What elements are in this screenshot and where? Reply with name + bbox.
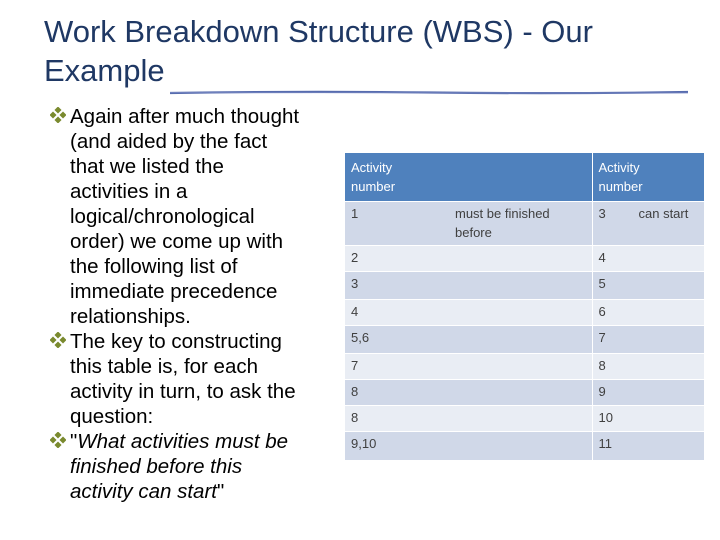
slide-title-line-2: Example [44, 53, 165, 88]
table-cell-after: 9 [592, 380, 704, 406]
table-row [345, 326, 704, 354]
bullet-1-line-9: relationships. [70, 305, 191, 328]
bullet-3-line-3-text: activity can start [70, 480, 217, 503]
bullet-3-quote-open: " [70, 430, 78, 453]
table-cell-before: 9,10 [345, 432, 592, 460]
bullet-item-2 [50, 329, 350, 429]
bullet-list [50, 104, 350, 504]
bullet-1-line-1: Again after much thought [70, 105, 300, 128]
table-cell-after: 8 [592, 354, 704, 380]
diamond-bullet-icon [50, 432, 66, 448]
table-cell-before: 2 [345, 246, 592, 272]
bullet-2-line-4: question: [70, 405, 154, 428]
bullet-2-line-2: this table is, for each [70, 355, 259, 378]
table-header-row [345, 153, 704, 202]
bullet-3-quote-close: " [216, 480, 225, 503]
table-cell-before: 3 [345, 272, 592, 300]
header-2-line-2: number [598, 179, 643, 194]
bullet-2-line-3: activity in turn, to ask the [70, 380, 296, 403]
bullet-3-line-3 [70, 479, 350, 504]
bullet-3-line-1 [70, 429, 350, 454]
table-row [345, 406, 704, 432]
bullet-1-line-5: logical/chronological [70, 205, 255, 228]
bullet-1-line-2: (and aided by the fact [70, 130, 268, 153]
table-cell-after [592, 202, 704, 246]
table-cell-after: 6 [592, 300, 704, 326]
table-cell-before: 4 [345, 300, 592, 326]
bullet-item-3 [50, 429, 350, 504]
table-cell-before: 7 [345, 354, 592, 380]
table-cell-after: 10 [592, 406, 704, 432]
title-underline-rule [170, 90, 688, 95]
precedence-table [345, 153, 705, 460]
bullet-2-line-1: The key to constructing [70, 330, 282, 353]
relation-can-start-label: can start [638, 206, 689, 221]
bullet-1-line-4: activities in a [70, 180, 188, 203]
bullet-1-line-3: that we listed the [70, 155, 224, 178]
table-row [345, 380, 704, 406]
bullet-3-line-1-text: What activities must be [77, 430, 289, 453]
relation-must-be-finished-label: must be finished before [455, 206, 550, 240]
bullet-1-line-7: the following list of [70, 255, 238, 278]
bullet-item-1 [50, 104, 350, 329]
table-row [345, 354, 704, 380]
table-cell-after: 5 [592, 272, 704, 300]
table-row [345, 300, 704, 326]
header-1-line-2: number [351, 179, 396, 194]
table-cell-after: 11 [592, 432, 704, 460]
header-activity-before [345, 153, 592, 202]
table-cell-before: 5,6 [345, 326, 592, 354]
table-cell-before: 8 [345, 380, 592, 406]
table-cell-after: 4 [592, 246, 704, 272]
table-row [345, 432, 704, 460]
cell-before-value: 1 [351, 206, 359, 221]
bullet-1-line-6: order) we come up with [70, 230, 284, 253]
table-row [345, 272, 704, 300]
slide-title [44, 12, 684, 90]
table-cell-before: 8 [345, 406, 592, 432]
slide-title-line-1: Work Breakdown Structure (WBS) - Our [44, 14, 593, 49]
table-cell-after: 7 [592, 326, 704, 354]
bullet-3-line-2: finished before this [70, 455, 243, 478]
table-row [345, 246, 704, 272]
header-1-line-1: Activity [351, 160, 393, 175]
table-row [345, 202, 704, 246]
cell-after-value: 3 [598, 206, 606, 221]
diamond-bullet-icon [50, 332, 66, 348]
header-activity-after [592, 153, 704, 202]
table-cell-before [345, 202, 592, 246]
diamond-bullet-icon [50, 107, 66, 123]
bullet-1-line-8: immediate precedence [70, 280, 278, 303]
header-2-line-1: Activity [598, 160, 640, 175]
